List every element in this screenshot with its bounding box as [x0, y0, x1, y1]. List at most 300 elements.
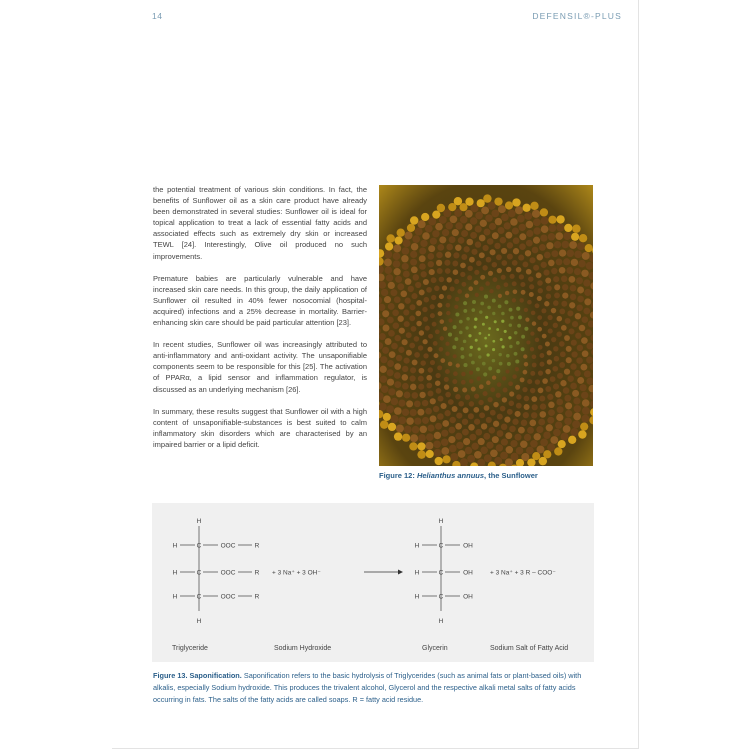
floret: [513, 237, 520, 244]
floret: [519, 298, 524, 303]
floret: [524, 434, 531, 441]
floret: [543, 450, 551, 458]
floret: [579, 325, 586, 332]
floret: [430, 398, 436, 404]
floret: [386, 234, 394, 242]
atom-h: H: [172, 542, 178, 550]
floret: [537, 327, 542, 332]
floret: [483, 433, 490, 440]
floret: [499, 362, 503, 366]
floret: [475, 429, 482, 436]
atom-h: H: [172, 593, 178, 601]
floret: [580, 422, 588, 430]
floret: [427, 253, 434, 260]
floret: [452, 406, 458, 412]
floret: [541, 225, 549, 233]
floret: [409, 375, 415, 381]
floret: [552, 366, 558, 372]
floret: [480, 275, 485, 280]
floret: [453, 325, 457, 329]
floret: [415, 311, 421, 317]
floret: [542, 378, 548, 384]
atom-c: C: [196, 542, 202, 550]
floret: [469, 401, 475, 407]
floret: [584, 289, 591, 296]
floret: [393, 268, 400, 275]
floret: [539, 395, 545, 401]
floret: [418, 384, 424, 390]
floret: [561, 301, 567, 307]
label-triglyceride: Triglyceride: [172, 645, 208, 652]
floret: [460, 458, 468, 466]
floret: [537, 296, 542, 301]
floret: [459, 320, 463, 324]
floret: [455, 433, 462, 440]
floret: [479, 412, 485, 418]
floret: [479, 332, 482, 335]
floret: [531, 311, 536, 316]
floret: [382, 310, 389, 317]
floret: [497, 430, 504, 437]
floret: [553, 384, 559, 390]
floret: [439, 294, 444, 299]
floret: [510, 440, 517, 447]
floret: [568, 328, 574, 334]
floret: [510, 274, 515, 279]
floret: [413, 274, 420, 281]
floret: [577, 242, 585, 250]
floret: [539, 362, 544, 367]
floret: [468, 334, 471, 337]
floret: [520, 282, 525, 287]
floret: [494, 320, 497, 323]
floret: [422, 307, 427, 312]
floret: [546, 424, 553, 431]
floret: [523, 354, 527, 358]
floret: [446, 303, 451, 308]
floret: [512, 419, 518, 425]
floret: [557, 316, 563, 322]
floret: [537, 254, 543, 260]
floret: [410, 251, 417, 258]
floret: [479, 286, 483, 290]
floret: [396, 355, 402, 361]
floret: [386, 405, 394, 413]
floret: [419, 368, 425, 374]
figure-13-text: Saponification refers to the basic hydrolysis of Triglycerides (such as animal fats or plant-based oils) with alkalis, especially Sodium hydroxide. This produces the trivalent alcohol, Glycerol and the respective alkali metal salts of fatty acids occurring in fats. The salts of the fatty acids are called soaps. R = fatty acid residue.: [153, 671, 582, 704]
floret: [544, 301, 549, 306]
floret: [515, 206, 523, 214]
floret: [392, 309, 399, 316]
floret: [533, 265, 539, 271]
floret: [496, 328, 499, 331]
floret: [548, 216, 556, 224]
figure-13-label: Figure 13. Saponification.: [153, 671, 242, 680]
floret: [581, 316, 588, 323]
floret: [540, 208, 548, 216]
floret: [444, 377, 449, 382]
floret: [572, 420, 580, 428]
running-title: DEFENSIL®-PLUS: [532, 11, 622, 21]
floret: [513, 248, 519, 254]
floret: [556, 224, 564, 232]
floret: [409, 343, 415, 349]
label-sodium-hydroxide: Sodium Hydroxide: [274, 645, 332, 652]
floret: [460, 216, 468, 224]
group-r: R: [254, 542, 260, 550]
floret: [504, 282, 509, 287]
floret: [514, 331, 518, 335]
floret: [428, 261, 434, 267]
floret: [469, 353, 473, 357]
floret: [519, 224, 526, 231]
floret: [492, 359, 496, 363]
floret: [490, 449, 498, 457]
floret: [527, 427, 534, 434]
floret: [436, 252, 443, 259]
atom-h: H: [438, 618, 444, 625]
floret: [402, 339, 408, 345]
floret: [409, 442, 417, 450]
floret: [442, 420, 449, 427]
group-ooc: OOC: [220, 569, 236, 577]
floret: [454, 337, 458, 341]
floret: [455, 423, 462, 430]
floret: [539, 353, 544, 358]
floret: [437, 303, 442, 308]
floret: [545, 342, 550, 347]
floret: [473, 407, 479, 413]
floret: [579, 234, 587, 242]
floret: [394, 335, 400, 341]
floret: [412, 235, 420, 243]
floret: [557, 373, 563, 379]
floret: [403, 309, 409, 315]
group-ooc: OOC: [220, 593, 236, 601]
floret: [574, 405, 581, 412]
floret: [440, 319, 445, 324]
floret: [410, 367, 416, 373]
floret: [445, 222, 453, 230]
floret: [554, 284, 560, 290]
floret: [509, 426, 516, 433]
floret: [527, 379, 532, 384]
floret: [387, 379, 394, 386]
floret: [420, 360, 426, 366]
floret: [496, 285, 501, 290]
floret: [563, 425, 571, 433]
floret: [501, 424, 508, 431]
floret: [559, 341, 565, 347]
floret: [574, 268, 581, 275]
floret: [463, 407, 469, 413]
floret: [448, 427, 455, 434]
floret: [502, 376, 506, 380]
floret: [445, 342, 449, 346]
floret: [476, 367, 480, 371]
atom-h: H: [438, 518, 444, 525]
floret: [442, 229, 449, 236]
floret: [509, 345, 512, 348]
floret: [565, 402, 572, 409]
floret: [548, 260, 555, 267]
floret: [501, 260, 507, 266]
floret: [521, 347, 525, 351]
floret: [494, 197, 502, 205]
floret: [446, 244, 453, 251]
floret: [573, 413, 581, 421]
floret: [474, 280, 479, 285]
floret: [463, 363, 467, 367]
floret: [447, 295, 452, 300]
floret: [540, 439, 548, 447]
floret: [474, 318, 477, 321]
floret: [533, 218, 541, 226]
floret: [474, 451, 482, 459]
floret: [474, 325, 477, 328]
floret: [567, 250, 574, 257]
floret: [538, 370, 543, 375]
floret: [456, 442, 463, 449]
floret: [524, 327, 528, 331]
floret: [479, 384, 484, 389]
group-r: R: [254, 569, 260, 577]
floret: [393, 252, 401, 260]
floret: [465, 447, 473, 455]
floret: [498, 294, 502, 298]
floret: [390, 289, 397, 296]
floret: [478, 400, 483, 405]
floret: [575, 333, 581, 339]
floret: [492, 262, 498, 268]
floret: [505, 232, 512, 239]
floret: [479, 252, 485, 258]
floret: [492, 340, 495, 343]
floret: [385, 338, 392, 345]
floret: [515, 385, 520, 390]
floret: [524, 308, 528, 312]
floret: [485, 316, 488, 319]
floret: [412, 359, 418, 365]
floret: [398, 347, 404, 353]
floret: [512, 260, 518, 266]
floret: [501, 213, 509, 221]
floret: [462, 419, 468, 425]
floret: [379, 403, 387, 411]
floret: [454, 197, 462, 205]
floret: [417, 442, 425, 450]
floret: [427, 424, 434, 431]
floret: [506, 354, 510, 358]
floret: [529, 284, 534, 289]
floret: [416, 321, 422, 327]
floret: [572, 390, 579, 397]
floret: [450, 453, 458, 461]
floret: [384, 250, 392, 258]
floret: [448, 362, 453, 367]
floret: [509, 323, 512, 326]
floret: [426, 433, 434, 441]
floret: [449, 417, 455, 423]
floret: [380, 366, 387, 373]
floret: [391, 415, 399, 423]
floret: [391, 398, 398, 405]
floret: [563, 387, 570, 394]
floret: [465, 223, 472, 230]
floret: [546, 293, 552, 299]
floret: [538, 388, 544, 394]
floret: [418, 345, 423, 350]
floret: [563, 258, 570, 265]
floret: [527, 300, 532, 305]
floret: [530, 388, 536, 394]
floret: [405, 298, 411, 304]
floret: [496, 393, 501, 398]
label-sodium-salt: Sodium Salt of Fatty Acid: [490, 645, 569, 652]
floret: [384, 266, 392, 274]
floret: [560, 351, 566, 357]
floret: [411, 243, 418, 250]
floret: [399, 328, 405, 334]
atom-h: H: [414, 593, 420, 601]
group-r: R: [254, 593, 260, 601]
floret: [501, 439, 508, 446]
floret: [565, 410, 572, 417]
floret: [396, 424, 404, 432]
floret: [461, 282, 466, 287]
floret: [410, 259, 417, 266]
floret: [414, 336, 420, 342]
floret: [570, 285, 577, 292]
floret: [557, 406, 564, 413]
floret: [556, 414, 563, 421]
floret: [484, 454, 492, 462]
floret: [402, 409, 409, 416]
floret: [465, 395, 470, 400]
floret: [435, 380, 441, 386]
floret: [394, 432, 402, 440]
group-oh: OH: [463, 569, 473, 577]
floret: [478, 438, 485, 445]
sunflower-photo: [379, 185, 593, 466]
floret: [566, 357, 572, 363]
floret: [482, 362, 486, 366]
floret: [470, 232, 477, 239]
floret: [536, 272, 542, 278]
floret: [515, 359, 519, 363]
floret: [576, 305, 583, 312]
floret: [411, 293, 417, 299]
floret: [577, 377, 584, 384]
floret: [586, 357, 593, 364]
floret: [571, 233, 579, 241]
floret: [486, 353, 489, 356]
floret: [471, 443, 478, 450]
floret: [401, 255, 408, 262]
reagents-text: + 3 Na⁺ + 3 OH⁻: [272, 569, 321, 577]
floret: [483, 372, 487, 376]
floret: [488, 271, 493, 276]
floret: [436, 388, 442, 394]
floret: [486, 442, 493, 449]
floret: [482, 265, 487, 270]
atom-c: C: [196, 593, 202, 601]
floret: [445, 268, 451, 274]
floret: [452, 261, 458, 267]
floret: [516, 341, 520, 345]
floret: [581, 270, 588, 277]
page-number: 14: [152, 11, 163, 21]
floret: [410, 304, 416, 310]
floret: [548, 409, 555, 416]
floret: [538, 419, 545, 426]
floret: [418, 376, 424, 382]
floret: [419, 289, 425, 295]
floret: [404, 231, 412, 239]
floret: [495, 218, 502, 225]
floret: [489, 223, 496, 230]
floret: [437, 244, 444, 251]
floret: [423, 316, 428, 321]
floret: [430, 304, 435, 309]
floret: [522, 261, 528, 267]
atom-c: C: [196, 569, 202, 577]
floret: [488, 327, 491, 330]
floret: [574, 250, 582, 258]
floret: [561, 433, 569, 441]
floret: [509, 401, 515, 407]
floret: [553, 346, 558, 351]
floret: [578, 260, 586, 268]
floret: [445, 392, 451, 398]
floret: [386, 274, 393, 281]
floret: [453, 387, 458, 392]
floret: [465, 198, 473, 206]
floret: [419, 392, 425, 398]
floret: [398, 417, 406, 425]
floret: [427, 347, 432, 352]
floret: [493, 421, 499, 427]
floret: [523, 412, 529, 418]
floret: [535, 303, 540, 308]
floret: [537, 280, 543, 286]
atom-h: H: [196, 518, 202, 525]
floret: [519, 233, 526, 240]
floret: [545, 369, 550, 374]
floret: [394, 372, 401, 379]
floret: [530, 347, 534, 351]
floret: [503, 388, 508, 393]
floret: [454, 305, 458, 309]
floret: [472, 300, 476, 304]
floret: [566, 346, 572, 352]
floret: [545, 386, 551, 392]
floret: [561, 325, 567, 331]
atom-c: C: [438, 542, 444, 550]
floret: [434, 286, 439, 291]
floret: [485, 281, 490, 286]
floret: [430, 360, 435, 365]
floret: [550, 376, 556, 382]
floret: [455, 244, 461, 250]
floret: [414, 417, 421, 424]
floret: [462, 429, 469, 436]
floret: [455, 394, 460, 399]
floret: [502, 397, 507, 402]
floret: [525, 250, 531, 256]
body-text-column: [153, 184, 367, 461]
floret: [467, 275, 472, 280]
